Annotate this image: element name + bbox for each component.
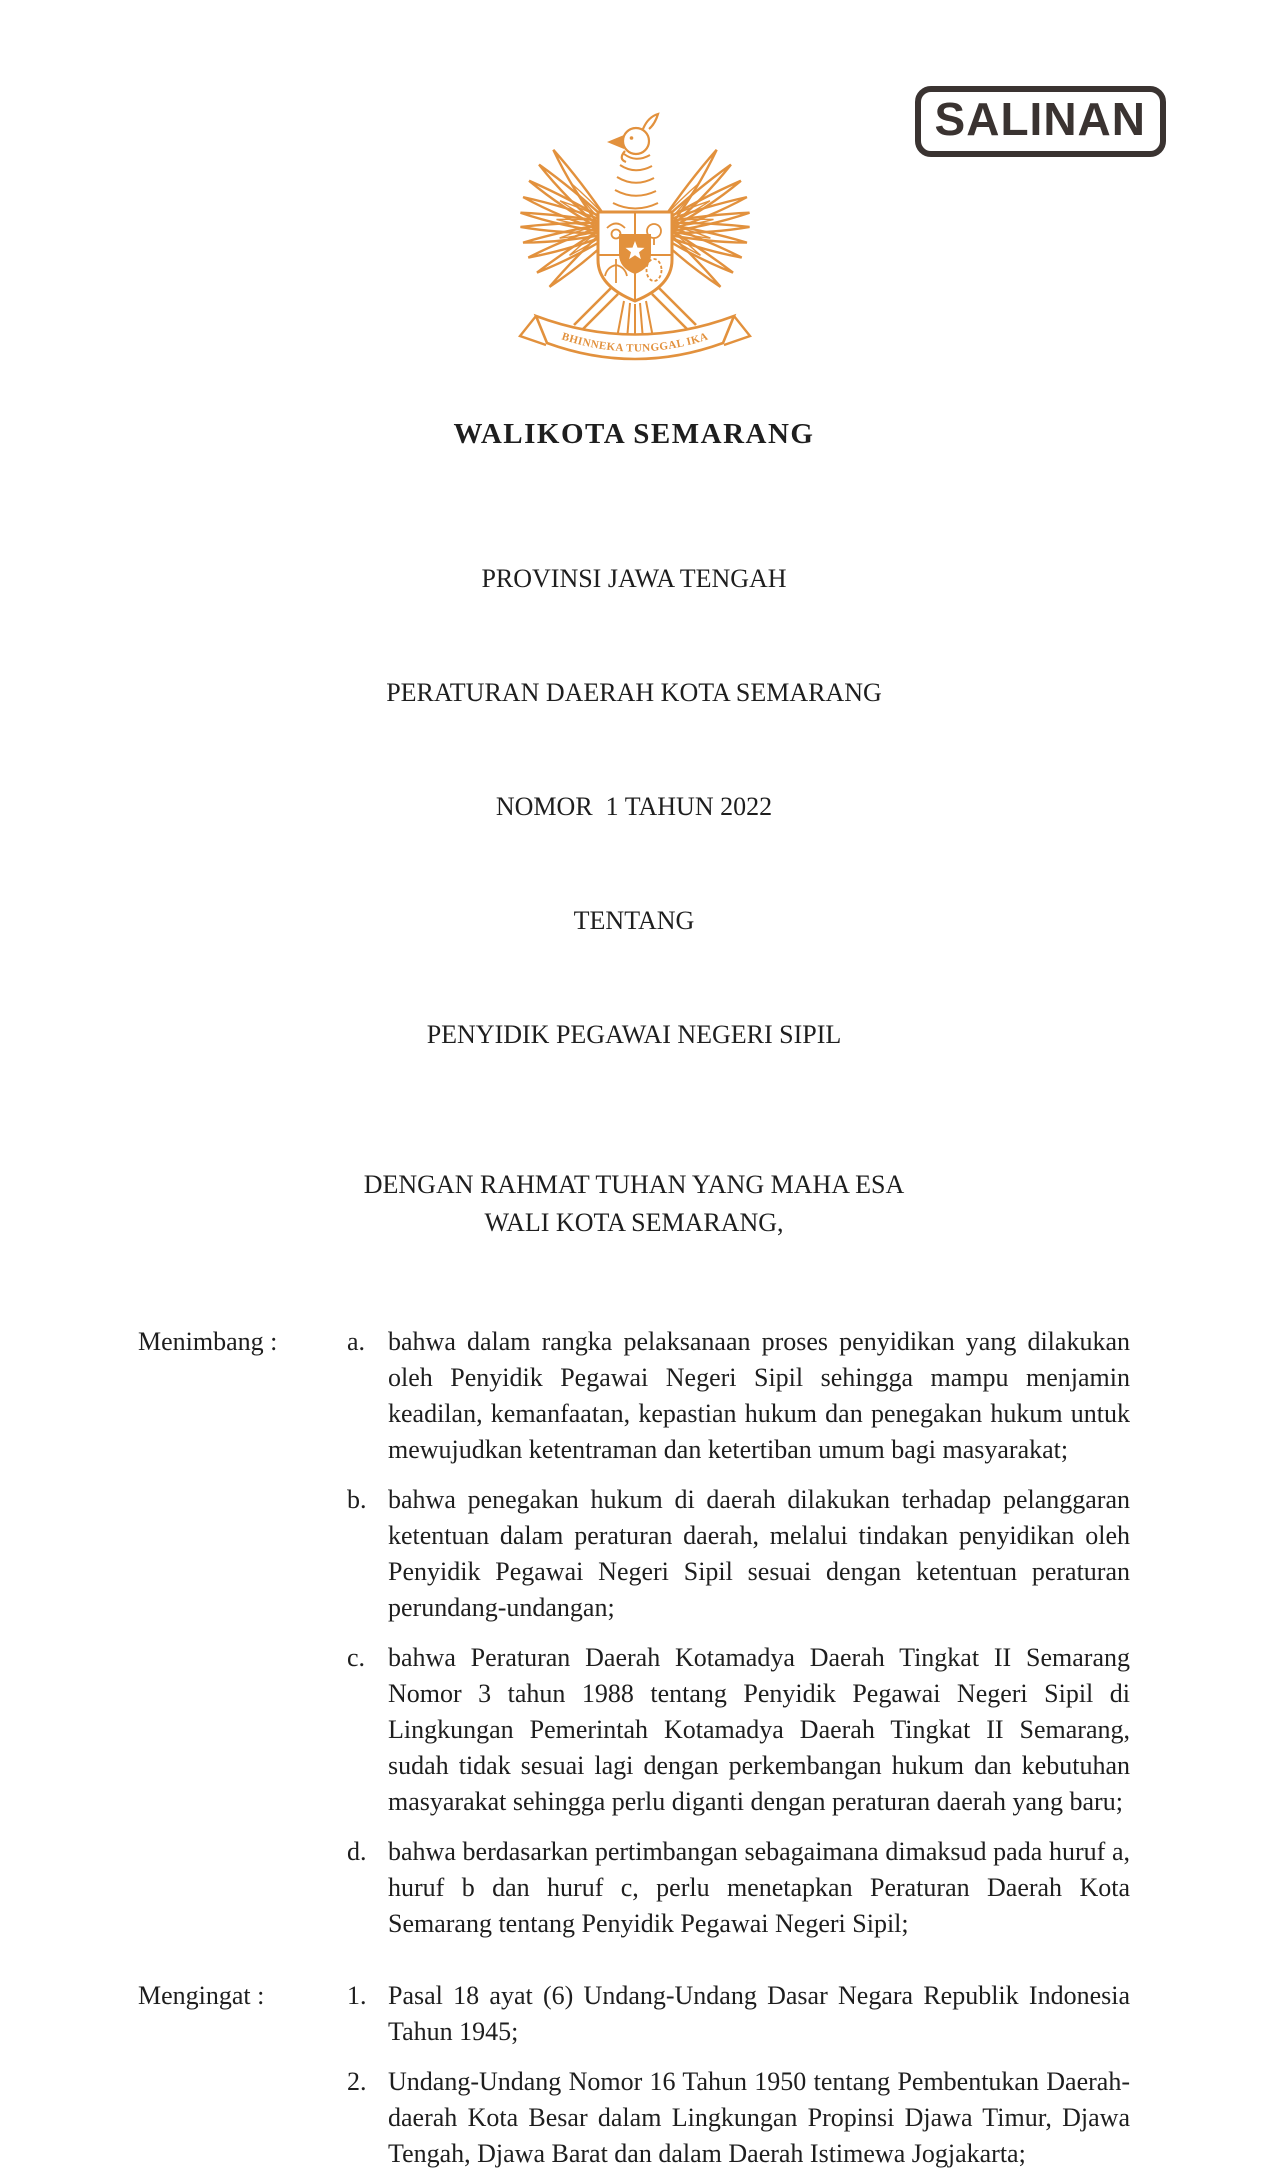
menimbang-label: Menimbang :: [138, 1327, 278, 1356]
item-text: Pasal 18 ayat (6) Undang-Undang Dasar Negara Republik Indonesia Tahun 1945;: [388, 1981, 1130, 2046]
mengingat-label: Mengingat :: [138, 1981, 265, 2010]
heading-tentang: TENTANG: [573, 906, 695, 935]
menimbang-section: [138, 1324, 1130, 1942]
item-marker: 1.: [347, 1981, 367, 2010]
heading-number: NOMOR 1 TAHUN 2022: [495, 792, 773, 821]
item-marker: d.: [347, 1837, 367, 1866]
document-body: [138, 0, 1130, 2172]
list-item: [347, 1324, 1130, 1468]
item-text: Undang-Undang Nomor 16 Tahun 1950 tentang Pembentukan Daerah-daerah Kota Besar dalam Lingkungan Propinsi Djawa Timur, Djawa Tengah, Djawa Barat dan dalam Daerah Istimewa Jogjakarta;: [388, 2067, 1130, 2168]
list-item: [347, 2064, 1130, 2172]
list-item: [347, 1834, 1130, 1942]
salinan-stamp-label: SALINAN: [934, 93, 1146, 145]
invocation-line-1: DENGAN RAHMAT TUHAN YANG MAHA ESA: [363, 1170, 905, 1199]
list-item: [347, 1482, 1130, 1626]
list-item: [347, 1640, 1130, 1820]
heading-subject: PENYIDIK PEGAWAI NEGERI SIPIL: [426, 1020, 842, 1049]
heading-regulation: PERATURAN DAERAH KOTA SEMARANG: [386, 678, 882, 707]
invocation-line-2: WALI KOTA SEMARANG,: [484, 1208, 784, 1237]
authority-title: WALIKOTA SEMARANG: [453, 418, 815, 450]
item-marker: c.: [347, 1643, 366, 1672]
item-marker: a.: [347, 1327, 366, 1356]
item-text: bahwa penegakan hukum di daerah dilakukan terhadap pelanggaran ketentuan dalam peraturan daerah, melalui tindakan penyidikan oleh Penyidik Pegawai Negeri Sipil sesuai dengan ketentuan peraturan perundang-undangan;: [388, 1485, 1130, 1622]
item-text: bahwa berdasarkan pertimbangan sebagaimana dimaksud pada huruf a, huruf b dan huruf c, perlu menetapkan Peraturan Daerah Kota Semarang tentang Penyidik Pegawai Negeri Sipil;: [388, 1837, 1130, 1938]
menimbang-items: [347, 1324, 1130, 1942]
heading-province: PROVINSI JAWA TENGAH: [481, 564, 787, 593]
document-heading: [138, 484, 1130, 1130]
item-marker: 2.: [347, 2067, 367, 2096]
motto-text: BHINNEKA TUNGGAL IKA: [560, 330, 710, 355]
mengingat-items: [347, 1978, 1130, 2172]
item-marker: b.: [347, 1485, 367, 1514]
invocation: [138, 1166, 1130, 1242]
list-item: [347, 1978, 1130, 2050]
item-text: bahwa dalam rangka pelaksanaan proses penyidikan yang dilakukan oleh Penyidik Pegawai Negeri Sipil sehingga mampu menjamin keadilan, kemanfaatan, kepastian hukum dan penegakan hukum untuk mewujudkan ketentraman dan ketertiban umum bagi masyarakat;: [388, 1327, 1130, 1464]
mengingat-section: [138, 1978, 1130, 2172]
item-text: bahwa Peraturan Daerah Kotamadya Daerah Tingkat II Semarang Nomor 3 tahun 1988 tentang Penyidik Pegawai Negeri Sipil di Lingkungan Pemerintah Kotamadya Daerah Tingkat II Semarang, sudah tidak sesuai lagi dengan perkembangan hukum dan kebutuhan masyarakat sehingga perlu diganti dengan peraturan daerah yang baru;: [388, 1643, 1130, 1816]
